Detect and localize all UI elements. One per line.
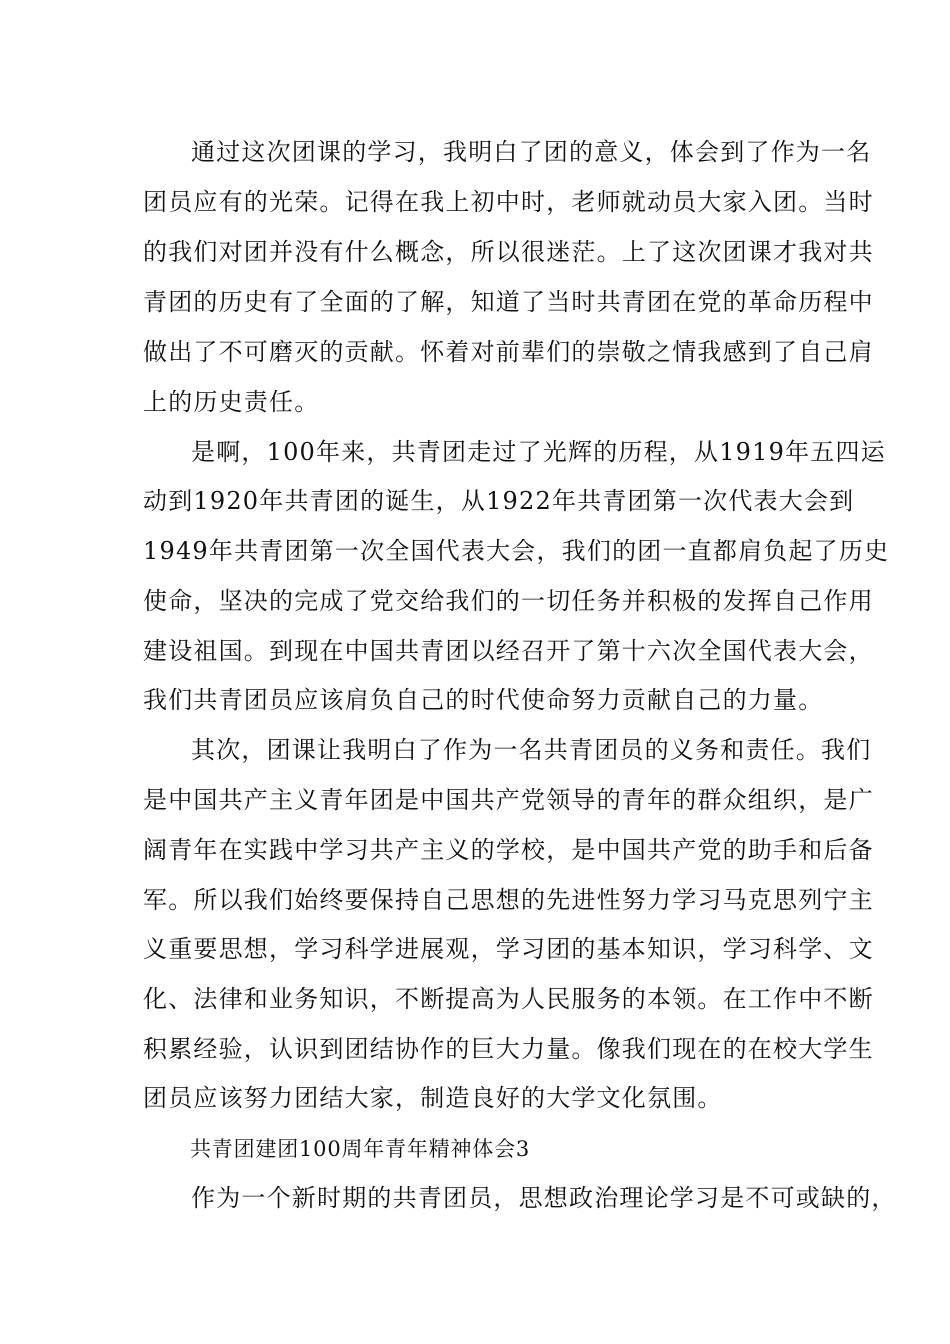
paragraph-3-line-2: 是中国共产主义青年团是中国共产党领导的青年的群众组织，是广 bbox=[143, 786, 874, 814]
paragraph-2-line-5: 建设祖国。到现在中国共青团以经召开了第十六次全国代表大会， bbox=[143, 637, 874, 665]
final-paragraph-line-1: 作为一个新时期的共青团员，思想政治理论学习是不可或缺的， bbox=[191, 1184, 897, 1212]
paragraph-3-line-7: 积累经验，认识到团结协作的巨大力量。像我们现在的在校大学生 bbox=[143, 1035, 874, 1063]
paragraph-3-line-8: 团员应该努力团结大家，制造良好的大学文化氛围。 bbox=[143, 1084, 723, 1112]
paragraph-3-line-1: 其次，团课让我明白了作为一名共青团员的义务和责任。我们 bbox=[191, 736, 872, 764]
paragraph-1-line-4: 青团的历史有了全面的了解，知道了当时共青团在党的革命历程中 bbox=[143, 288, 874, 316]
paragraph-2-line-4: 使命，坚决的完成了党交给我们的一切任务并积极的发挥自己作用 bbox=[143, 587, 874, 615]
paragraph-1-line-6: 上的历史责任。 bbox=[143, 388, 320, 416]
paragraph-1-line-5: 做出了不可磨灭的贡献。怀着对前辈们的崇敬之情我感到了自己肩 bbox=[143, 338, 874, 366]
paragraph-3-line-3: 阔青年在实践中学习共产主义的学校，是中国共产党的助手和后备 bbox=[143, 836, 874, 864]
paragraph-2-line-2: 动到1920年共青团的诞生，从1922年共青团第一次代表大会到 bbox=[143, 487, 855, 515]
paragraph-3-line-4: 军。所以我们始终要保持自己思想的先进性努力学习马克思列宁主 bbox=[143, 886, 874, 914]
paragraph-1-line-1: 通过这次团课的学习，我明白了团的意义，体会到了作为一名 bbox=[191, 138, 872, 166]
paragraph-2-line-3: 1949年共青团第一次全国代表大会，我们的团一直都肩负起了历史 bbox=[143, 537, 890, 565]
section-heading: 共青团建团100周年青年精神体会3 bbox=[190, 1137, 531, 1161]
paragraph-3-line-5: 义重要思想，学习科学进展观，学习团的基本知识，学习科学、文 bbox=[143, 935, 874, 963]
paragraph-3-line-6: 化、法律和业务知识，不断提高为人民服务的本领。在工作中不断 bbox=[143, 985, 874, 1013]
paragraph-1-line-3: 的我们对团并没有什么概念，所以很迷茫。上了这次团课才我对共 bbox=[143, 238, 874, 266]
paragraph-2-line-1: 是啊，100年来，共青团走过了光辉的历程，从1919年五四运 bbox=[191, 438, 886, 466]
paragraph-1-line-2: 团员应有的光荣。记得在我上初中时，老师就动员大家入团。当时 bbox=[143, 188, 874, 216]
paragraph-2-line-6: 我们共青团员应该肩负自己的时代使命努力贡献自己的力量。 bbox=[143, 686, 824, 714]
